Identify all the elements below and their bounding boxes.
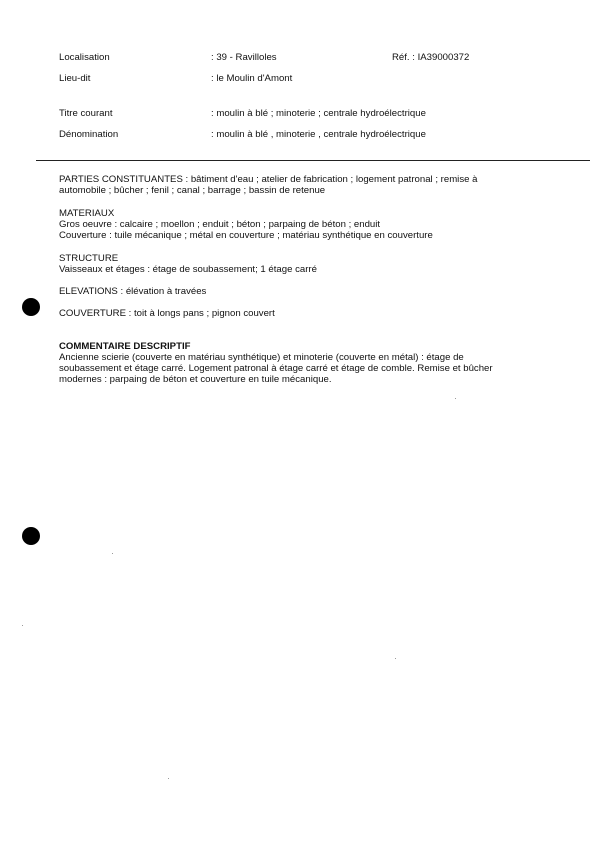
elevations-section bbox=[59, 286, 537, 297]
structure-heading: STRUCTURE bbox=[59, 253, 119, 264]
parties-line-1: PARTIES CONSTITUANTES : bâtiment d'eau ; atelier de fabrication ; logement patronal ; remise à bbox=[59, 174, 478, 185]
materiaux-heading: MATERIAUX bbox=[59, 208, 115, 219]
scan-speck bbox=[22, 625, 23, 626]
materiaux-couverture: Couverture : tuile mécanique ; métal en couverture ; matériau synthétique en couverture bbox=[59, 230, 433, 241]
commentaire-line-1: Ancienne scierie (couverte en matériau synthétique) et minoterie (couverte en métal) : étage de bbox=[59, 352, 464, 363]
commentaire-section bbox=[59, 341, 537, 385]
materiaux-gros-oeuvre: Gros oeuvre : calcaire ; moellon ; enduit ; béton ; parpaing de béton ; enduit bbox=[59, 219, 381, 230]
couverture-section bbox=[59, 308, 537, 319]
couverture-text: COUVERTURE : toit à longs pans ; pignon couvert bbox=[59, 308, 275, 319]
denomination-value: : moulin à blé , minoterie , centrale hydroélectrique bbox=[211, 129, 426, 140]
materiaux-section bbox=[59, 208, 537, 241]
parties-line-2: automobile ; bûcher ; fenil ; canal ; barrage ; bassin de retenue bbox=[59, 185, 326, 196]
localisation-label: Localisation bbox=[59, 52, 110, 63]
parties-constituantes-section bbox=[59, 174, 537, 196]
localisation-value: : 39 - Ravilloles bbox=[211, 52, 277, 63]
elevations-text: ELEVATIONS : élévation à travées bbox=[59, 286, 207, 297]
scan-speck bbox=[112, 553, 113, 554]
scan-speck bbox=[168, 778, 169, 779]
scan-speck bbox=[455, 398, 456, 399]
structure-section bbox=[59, 253, 537, 275]
structure-text: Vaisseaux et étages : étage de soubassement; 1 étage carré bbox=[59, 264, 317, 275]
horizontal-divider bbox=[36, 160, 590, 161]
scan-speck bbox=[395, 658, 396, 659]
lieu-dit-label: Lieu-dit bbox=[59, 73, 91, 84]
punch-hole-top bbox=[22, 298, 40, 316]
commentaire-heading: COMMENTAIRE DESCRIPTIF bbox=[59, 341, 191, 352]
titre-courant-value: : moulin à blé ; minoterie ; centrale hydroélectrique bbox=[211, 108, 426, 119]
denomination-label: Dénomination bbox=[59, 129, 119, 140]
lieu-dit-value: : le Moulin d'Amont bbox=[211, 73, 293, 84]
titre-courant-label: Titre courant bbox=[59, 108, 113, 119]
reference-number: Réf. : IA39000372 bbox=[392, 52, 470, 63]
commentaire-line-3: modernes : parpaing de béton et couverture en tuile mécanique. bbox=[59, 374, 332, 385]
commentaire-line-2: soubassement et étage carré. Logement patronal à étage carré et étage de comble. Remise et bûcher bbox=[59, 363, 493, 374]
punch-hole-bottom bbox=[22, 527, 40, 545]
